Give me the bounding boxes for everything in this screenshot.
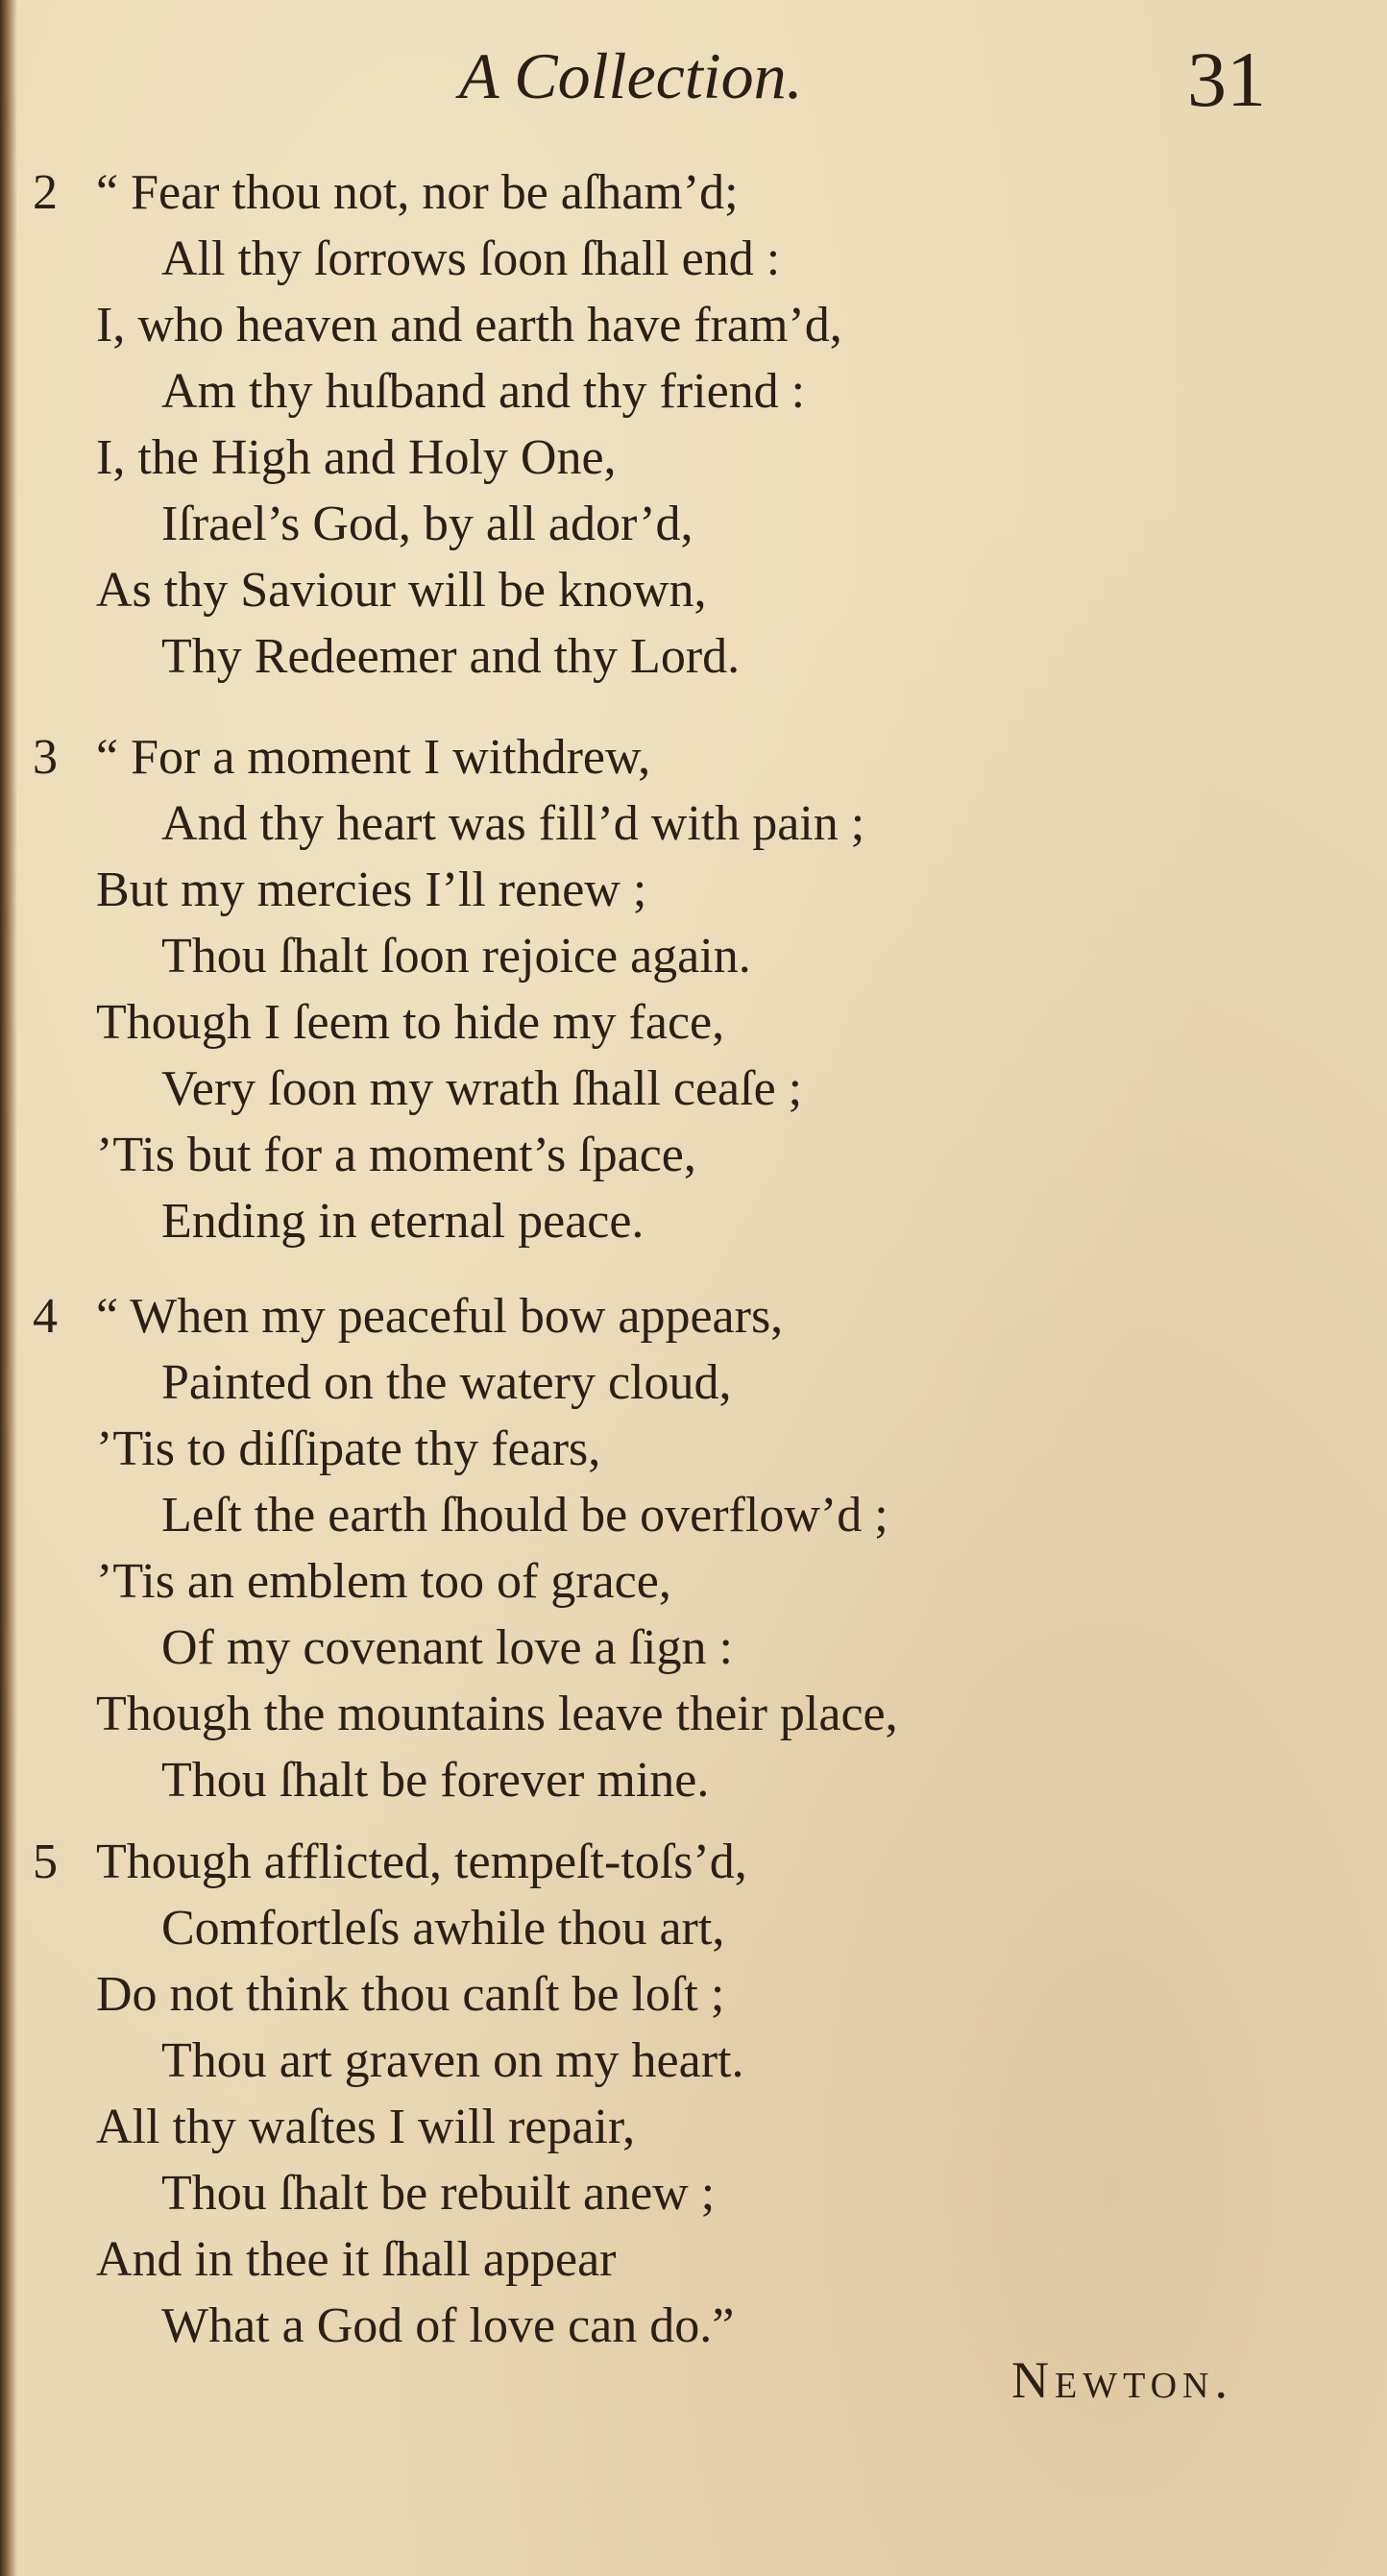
verse-number: 5 xyxy=(33,1835,58,1889)
verse-line: But my mercies I’ll renew ; xyxy=(96,863,647,917)
verse-line: “ For a moment I withdrew, xyxy=(96,730,651,785)
verse-line: Of my covenant love a ſign : xyxy=(161,1620,733,1675)
verse-line: Thou art graven on my heart. xyxy=(161,2033,744,2088)
verse-line: “ When my peaceful bow appears, xyxy=(96,1289,784,1344)
verse-line: And thy heart was fill’d with pain ; xyxy=(161,796,865,851)
page-number: 31 xyxy=(1187,36,1266,123)
running-head xyxy=(0,33,1387,123)
verse-line: All thy ſorrows ſoon ſhall end : xyxy=(161,231,781,286)
verse-line: ’Tis an emblem too of grace, xyxy=(96,1554,671,1609)
verse-line: ’Tis to diſſipate thy fears, xyxy=(96,1422,601,1476)
running-title: A Collection. xyxy=(459,39,803,112)
verse-line: I, the High and Holy One, xyxy=(96,430,617,485)
verse-line: Do not think thou canſt be loſt ; xyxy=(96,1967,725,2022)
verse-line: Thou ſhalt ſoon rejoice again. xyxy=(161,929,751,984)
verse-line: I, who heaven and earth have fram’d, xyxy=(96,298,842,352)
verse-line: And in thee it ſhall appear xyxy=(96,2232,617,2287)
verse-line: As thy Saviour will be known, xyxy=(96,563,707,618)
verse-number: 2 xyxy=(33,165,58,220)
verse-line: All thy waſtes I will repair, xyxy=(96,2100,636,2154)
verse-line: Iſrael’s God, by all ador’d, xyxy=(161,497,694,551)
verse-number: 3 xyxy=(33,730,58,785)
verse-line: What a God of love can do.” xyxy=(161,2298,735,2353)
author-attribution: Newton. xyxy=(1011,2351,1233,2409)
verse-number: 4 xyxy=(33,1289,58,1344)
verse-line: Comfortleſs awhile thou art, xyxy=(161,1901,725,1956)
verse-line: ’Tis but for a moment’s ſpace, xyxy=(96,1128,696,1182)
verse-line: Thou ſhalt be forever mine. xyxy=(161,1753,710,1808)
binding-edge xyxy=(0,0,17,2576)
verse-line: Thy Redeemer and thy Lord. xyxy=(161,629,741,684)
verse-line: Painted on the watery cloud, xyxy=(161,1355,732,1410)
verse-line: Though the mountains leave their place, xyxy=(96,1687,898,1741)
verse-line: Though I ſeem to hide my face, xyxy=(96,995,725,1050)
verse-line: Ending in eternal peace. xyxy=(161,1194,645,1249)
verse-line: “ Fear thou not, nor be aſham’d; xyxy=(96,165,739,220)
verse-line: Thou ſhalt be rebuilt anew ; xyxy=(161,2166,716,2221)
verse-line: Leſt the earth ſhould be overflow’d ; xyxy=(161,1488,888,1543)
verse-line: Very ſoon my wrath ſhall ceaſe ; xyxy=(161,1061,803,1116)
verse-line: Though afflicted, tempeſt-toſs’d, xyxy=(96,1835,747,1889)
verse-line: Am thy huſband and thy friend : xyxy=(161,364,806,419)
